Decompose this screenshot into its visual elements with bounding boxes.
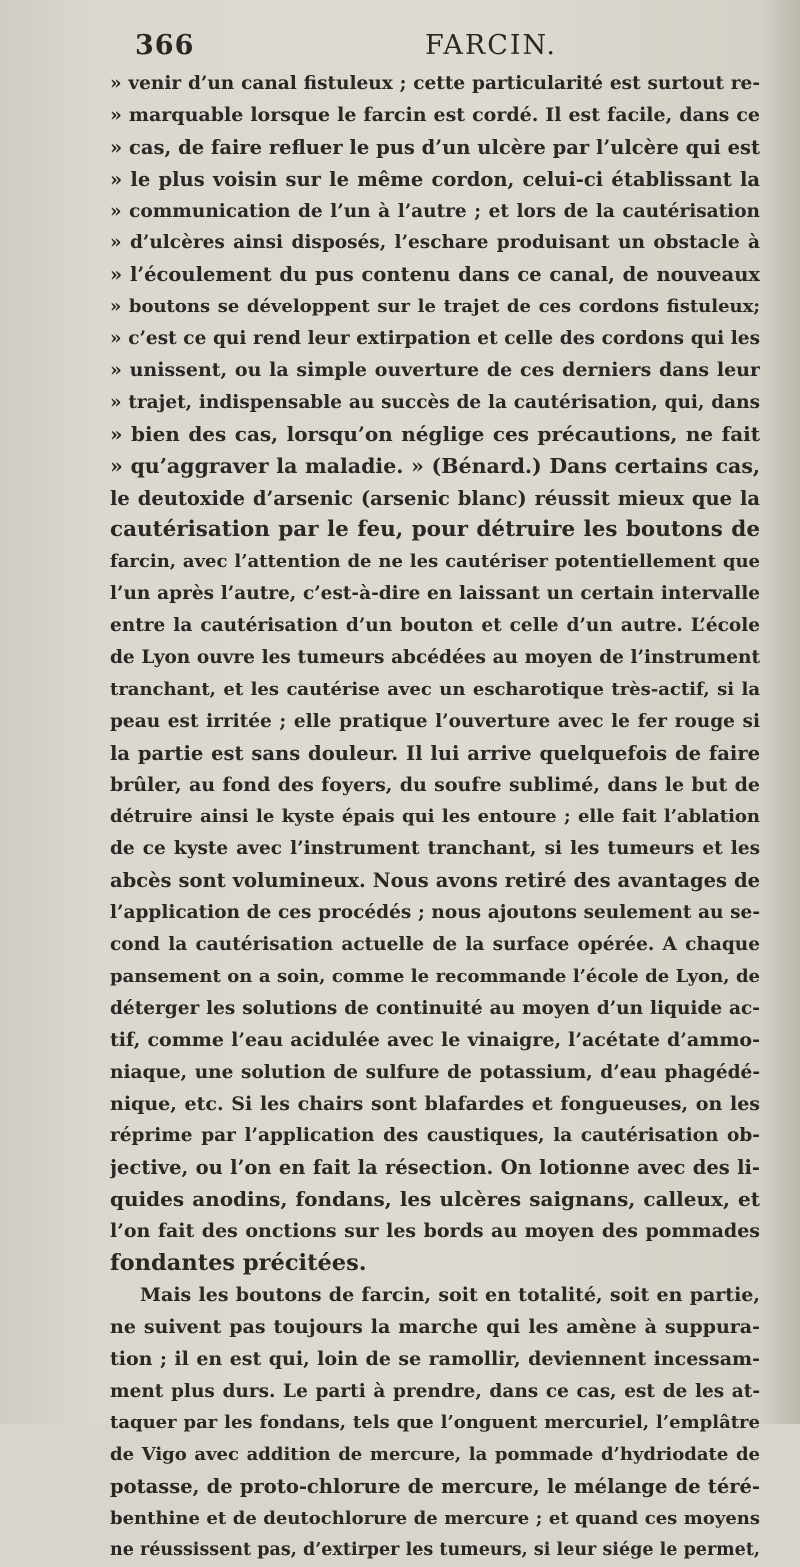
text-line: » trajet, indispensable au succès de la cautérisation, qui, dans xyxy=(110,391,760,413)
text-line: » qu’aggraver la maladie. » (Bénard.) Dans certains cas, xyxy=(110,453,760,478)
text-line: benthine et de deutochlorure de mercure ; et quand ces moyens xyxy=(110,1508,760,1530)
page-number: 366 xyxy=(135,30,195,61)
text-line: déterger les solutions de continuité au moyen d’un liquide ac- xyxy=(110,997,760,1019)
text-line: de ce kyste avec l’instrument tranchant, si les tumeurs et les xyxy=(110,838,760,860)
text-line: farcin, avec l’attention de ne les cautériser potentiellement que xyxy=(110,551,760,573)
text-line: » le plus voisin sur le même cordon, celui-ci établissant la xyxy=(110,167,760,191)
text-line: nique, etc. Si les chairs sont blafardes et fongueuses, on les xyxy=(110,1092,760,1115)
text-line: ment plus durs. Le parti à prendre, dans ce cas, est de les at- xyxy=(110,1380,760,1402)
text-line: cond la cautérisation actuelle de la surface opérée. A chaque xyxy=(110,934,760,956)
text-line: taquer par les fondans, tels que l’onguent mercuriel, l’emplâtre xyxy=(110,1412,760,1434)
text-line: ne suivent pas toujours la marche qui les amène à suppura- xyxy=(110,1315,760,1338)
text-line: l’un après l’autre, c’est-à-dire en laissant un certain intervalle xyxy=(110,583,760,605)
text-line: » d’ulcères ainsi disposés, l’eschare produisant un obstacle à xyxy=(110,232,760,254)
page-header xyxy=(135,30,755,66)
text-line: » venir d’un canal fistuleux ; cette particularité est surtout re- xyxy=(110,73,760,94)
text-line: l’on fait des onctions sur les bords au moyen des pommades xyxy=(110,1220,760,1243)
text-line: » cas, de faire refluer le pus d’un ulcère par l’ulcère qui est xyxy=(110,135,760,159)
text-line: Mais les boutons de farcin, soit en totalité, soit en partie, xyxy=(140,1283,760,1306)
running-title: FARCIN. xyxy=(425,30,558,61)
text-line: tion ; il en est qui, loin de se ramollir, deviennent incessam- xyxy=(110,1347,760,1370)
text-line: niaque, une solution de sulfure de potassium, d’eau phagédé- xyxy=(110,1061,760,1083)
text-line: de Lyon ouvre les tumeurs abcédées au moyen de l’instrument xyxy=(110,647,760,669)
text-line: » bien des cas, lorsqu’on néglige ces précautions, ne fait xyxy=(110,421,760,446)
text-line: tranchant, et les cautérise avec un escharotique très-actif, si la xyxy=(110,678,760,700)
text-line: » unissent, ou la simple ouverture de ces derniers dans leur xyxy=(110,359,760,382)
text-line: réprime par l’application des caustiques, la cautérisation ob- xyxy=(110,1125,760,1147)
text-line: » l’écoulement du pus contenu dans ce canal, de nouveaux xyxy=(110,263,760,287)
text-line: tif, comme l’eau acidulée avec le vinaigre, l’acétate d’ammo- xyxy=(110,1028,760,1051)
text-line: entre la cautérisation d’un bouton et celle d’un autre. L’école xyxy=(110,615,760,637)
text-line: détruire ainsi le kyste épais qui les entoure ; elle fait l’ablation xyxy=(110,806,760,828)
text-line: l’application de ces procédés ; nous ajoutons seulement au se- xyxy=(110,902,760,924)
text-line: la partie est sans douleur. Il lui arrive quelquefois de faire xyxy=(110,741,760,765)
text-line: cautérisation par le feu, pour détruire les boutons de xyxy=(110,517,760,543)
text-line: pansement on a soin, comme le recommande l’école de Lyon, de xyxy=(110,965,760,987)
text-line: » communication de l’un à l’autre ; et lors de la cautérisation xyxy=(110,200,760,222)
text-line: » boutons se développent sur le trajet de ces cordons fistuleux; xyxy=(110,296,760,318)
text-line: ne réussissent pas, d’extirper les tumeurs, si leur siége le permet, xyxy=(110,1539,760,1560)
text-line: jective, ou l’on en fait la résection. On lotionne avec des li- xyxy=(110,1156,760,1180)
text-line: potasse, de proto-chlorure de mercure, le mélange de téré- xyxy=(110,1475,760,1499)
text-line: peau est irritée ; elle pratique l’ouverture avec le fer rouge si xyxy=(110,710,760,732)
text-line: de Vigo avec addition de mercure, la pommade d’hydriodate de xyxy=(110,1444,760,1466)
text-line: » marquable lorsque le farcin est cordé. Il est facile, dans ce xyxy=(110,103,760,126)
text-line: abcès sont volumineux. Nous avons retiré des avantages de xyxy=(110,869,760,893)
body-text xyxy=(110,68,760,1567)
text-line: le deutoxide d’arsenic (arsenic blanc) réussit mieux que la xyxy=(110,486,760,510)
text-line: » c’est ce qui rend leur extirpation et celle des cordons qui les xyxy=(110,328,760,350)
text-line: fondantes précitées. xyxy=(110,1249,367,1276)
text-line: quides anodins, fondans, les ulcères saignans, calleux, et xyxy=(110,1187,760,1212)
page-edge-shadow xyxy=(760,0,800,1424)
text-line: brûler, au fond des foyers, du soufre sublimé, dans le but de xyxy=(110,773,760,796)
